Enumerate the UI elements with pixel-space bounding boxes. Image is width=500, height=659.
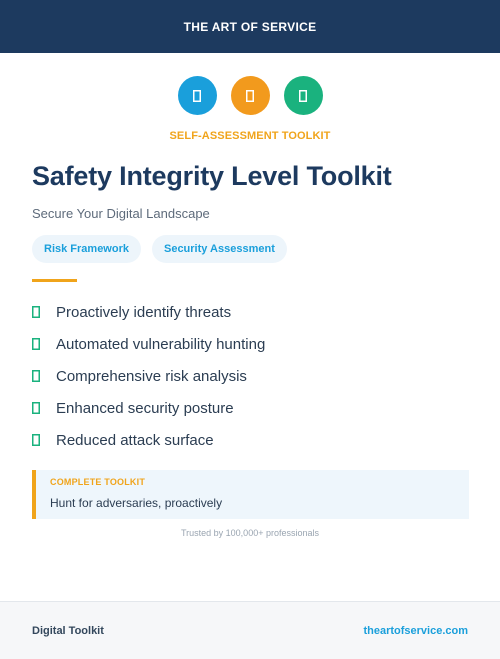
icon-circle-1 [178,76,217,115]
tag-risk-framework: Risk Framework [32,235,141,263]
check-icon [32,306,56,318]
tag-security-assessment: Security Assessment [152,235,287,263]
list-item [32,296,500,328]
page-subtitle: Secure Your Digital Landscape [32,206,210,221]
feature-text: Automated vulnerability hunting [56,335,266,353]
callout-label: COMPLETE TOOLKIT [50,477,146,487]
toolkit-callout [32,470,469,519]
check-icon [32,370,56,382]
header-bar [0,0,500,53]
icon-row [0,76,500,115]
feature-text: Reduced attack surface [56,431,214,449]
check-icon [32,402,56,414]
list-item [32,424,500,456]
placeholder-glyph-icon [193,90,201,102]
footer-bar [0,601,500,659]
placeholder-glyph-icon [299,90,307,102]
icon-circle-2 [231,76,270,115]
list-item [32,328,500,360]
list-item [32,392,500,424]
eyebrow-label: SELF-ASSESSMENT TOOLKIT [169,130,331,142]
placeholder-glyph-icon [246,90,254,102]
icon-circle-3 [284,76,323,115]
check-icon [32,338,56,350]
accent-divider [32,279,77,282]
feature-list [32,296,500,456]
footer-website-link[interactable]: theartofservice.com [363,624,468,637]
page-title: Safety Integrity Level Toolkit [32,161,392,191]
feature-text: Comprehensive risk analysis [56,367,247,385]
brand-title: THE ART OF SERVICE [183,19,317,34]
footer-label: Digital Toolkit [32,624,104,637]
feature-text: Proactively identify threats [56,303,232,321]
feature-text: Enhanced security posture [56,399,234,417]
callout-text: Hunt for adversaries, proactively [50,496,223,510]
tag-list [32,235,500,263]
trust-note: Trusted by 100,000+ professionals [180,528,319,538]
list-item [32,360,500,392]
check-icon [32,434,56,446]
